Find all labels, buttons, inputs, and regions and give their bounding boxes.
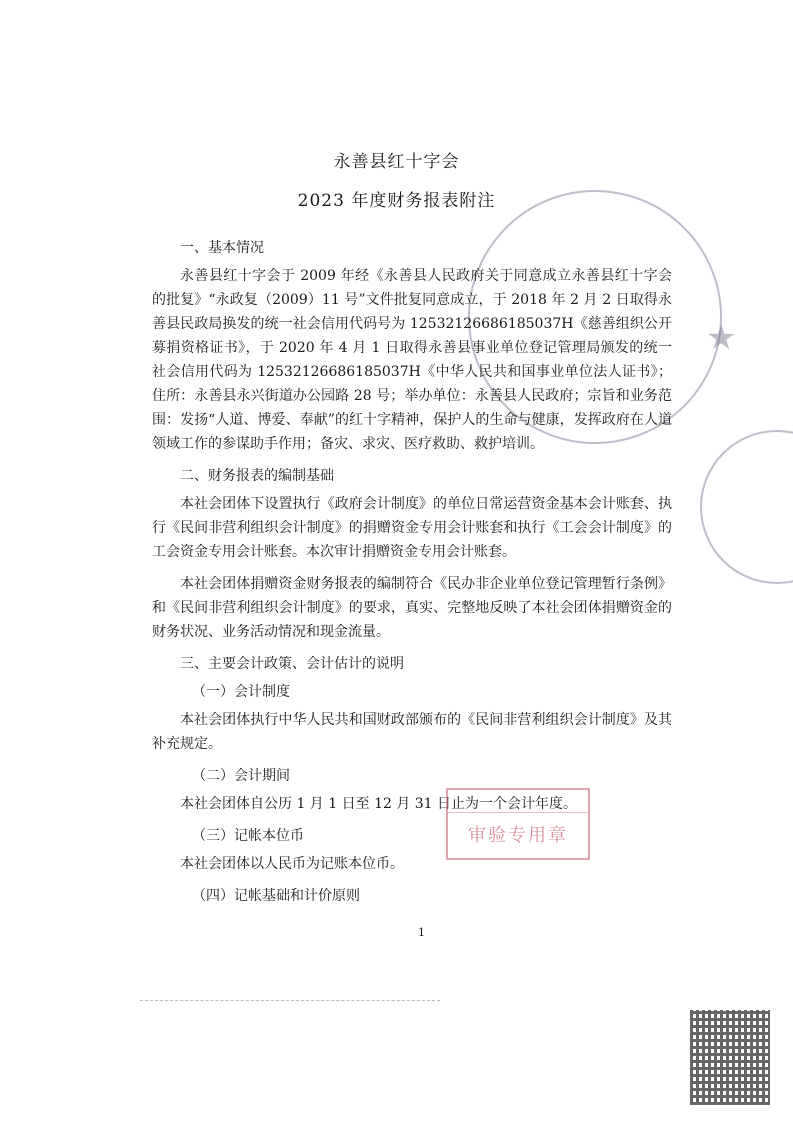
section-2-text-1: 本社会团体下设置执行《政府会计制度》的单位日常运营资金基本会计账套、执行《民间非营利组织会计制度》的捐赠资金专用会计账套和执行《工会会计制度》的工会资金专用会计账套。本次审计捐赠资金专用会计账套。 <box>152 496 672 560</box>
section-1-heading: 一、基本情况 <box>180 240 264 256</box>
audit-stamp-header-line <box>448 790 588 813</box>
section-3-1-text: 本社会团体执行中华人民共和国财政部颁布的《民间非营利组织会计制度》及其补充规定。 <box>152 712 672 752</box>
footer-divider <box>140 1000 440 1001</box>
document-body <box>152 236 672 912</box>
document-title: 永善县红十字会 <box>333 152 460 172</box>
section-2-text-2: 本社会团体捐赠资金财务报表的编制符合《民办非企业单位登记管理暂行条例》和《民间非营利组织会计制度》的要求，真实、完整地反映了本社会团体捐赠资金的财务状况、业务活动情况和现金流量。 <box>152 576 672 640</box>
audit-stamp-text: 审验专用章 <box>468 825 568 846</box>
section-3-4-heading: （四）记帐基础和计价原则 <box>192 888 360 904</box>
section-3-3-text: 本社会团体以人民币为记账本位币。 <box>180 856 404 872</box>
round-seal-secondary <box>700 430 793 584</box>
section-3-3-heading: （三）记帐本位币 <box>192 828 304 844</box>
qr-code-icon <box>690 1010 770 1105</box>
section-3-2-heading: （二）会计期间 <box>192 768 290 784</box>
seal-star-icon: ★ <box>706 318 737 358</box>
section-3-heading: 三、主要会计政策、会计估计的说明 <box>180 656 404 672</box>
section-3-1-heading: （一）会计制度 <box>192 684 290 700</box>
audit-stamp <box>446 788 590 860</box>
section-2-heading: 二、财务报表的编制基础 <box>180 468 334 484</box>
page-number: 1 <box>418 926 425 939</box>
section-3-2-text: 本社会团体自公历 1 月 1 日至 12 月 31 日止为一个会计年度。 <box>180 796 578 812</box>
section-1-text: 永善县红十字会于 2009 年经《永善县人民政府关于同意成立永善县红十字会的批复》“永政复（2009）11 号”文件批复同意成立，于 2018 年 2 月 2 日取得永善县民政局换发的统一社会信用代码号为 12532126686185037H《慈善组织公开募捐资格证书》，于 2020 年 4 月 1 日取得永善县事业单位登记管理局颁发的统一社会信用代码为 12532126686185037H《中华人民共和国事业单位法人证书》；住所：永善县永兴街道办公园路 28 号；举办单位：永善县人民政府；宗旨和业务范围：发扬“人道、博爱、奉献”的红十字精神，保护人的生命与健康，发挥政府在人道领域工作的参谋助手作用；备灾、求灾、医疗救助、救护培训。 <box>152 268 672 452</box>
document-subtitle: 2023 年度财务报表附注 <box>297 191 496 211</box>
